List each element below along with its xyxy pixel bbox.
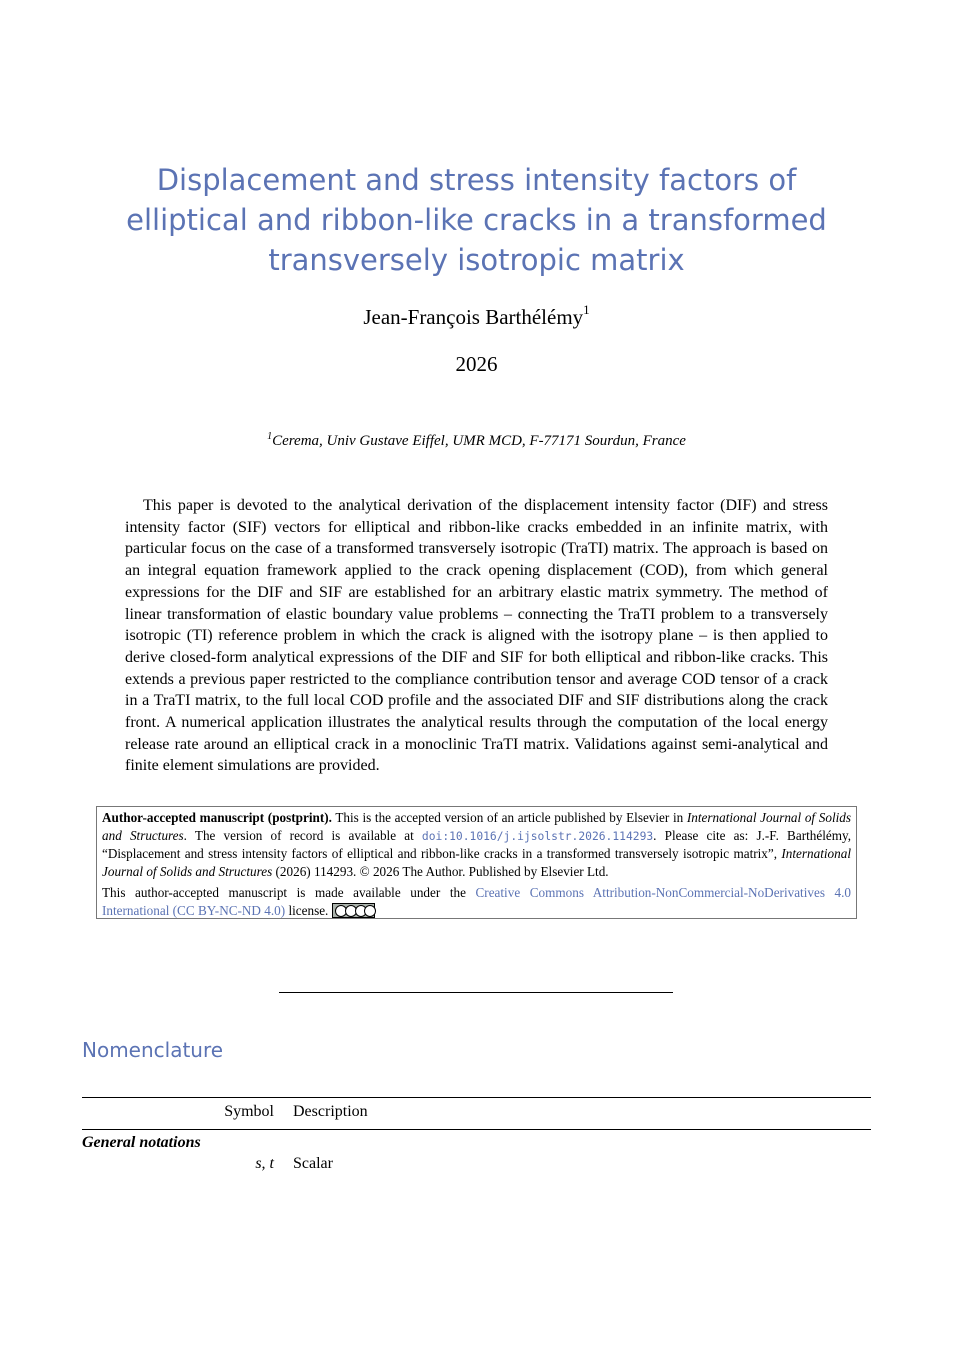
postprint-notice-box [96, 806, 857, 919]
notice-text-4: (2026) 114293. © 2026 The Author. Published by Elsevier Ltd. [272, 863, 609, 879]
notice-lead: Author-accepted manuscript (postprint). [102, 810, 332, 825]
license-text-2: license. [285, 902, 332, 918]
author-name: Jean-François Barthélémy [363, 305, 584, 329]
postprint-notice [102, 809, 851, 880]
notice-journal: International Journal of Solids and Structures [102, 810, 851, 843]
license-text-1: This author-accepted manuscript is made available under the [102, 885, 476, 900]
affiliation-text: Cerema, Univ Gustave Eiffel, UMR MCD, F-77171 Sourdun, France [272, 433, 686, 449]
table-header-rule [82, 1129, 871, 1130]
affiliation [0, 431, 953, 450]
cc-by-nc-nd-badge-icon[interactable] [332, 903, 375, 918]
doi-link[interactable]: doi:10.1016/j.ijsolstr.2026.114293 [421, 829, 654, 843]
author-line [0, 304, 953, 330]
license-link[interactable]: Creative Commons Attribution-NonCommercial-NoDerivatives 4.0 International (CC BY-NC-ND 4.0) [102, 885, 852, 918]
license-notice [102, 884, 851, 919]
column-header-description: Description [293, 1103, 368, 1120]
notice-text-2: . The version of record is available at [183, 827, 422, 843]
table-row-symbol: s, t [255, 1155, 274, 1172]
column-header-symbol: Symbol [224, 1103, 274, 1120]
abstract: This paper is devoted to the analytical derivation of the displacement intensity factor (DIF) and stress intensity factor (SIF) vectors for elliptical and ribbon-like cracks embedded in an infinite matrix, with particular focus on the case of a transformed transversely isotropic (TraTI) matrix. The approach is based on an integral equation framework applied to the crack opening displacement (COD), from which general expressions for the DIF and SIF are established for an arbitrary elastic matrix symmetry. The method of linear transformation of elastic boundary value problems – connecting the TraTI problem to a transversely isotropic (TI) reference problem in which the crack is aligned with the isotropy plane – is then applied to derive closed-form analytical expressions of the DIF and SIF for both elliptical and ribbon-like cracks. This extends a previous paper restricted to the compliance contribution tensor and average COD tensor of a crack in a TraTI matrix, to the full local COD profile and the associated DIF and SIF distributions along the crack front. A numerical application illustrates the analytical results through the computation of the local energy release rate around an elliptical crack in a monoclinic TraTI matrix. Validations against semi-analytical and finite element simulations are provided. [125, 497, 828, 775]
notice-text-3: . Please cite as: J.-F. Barthélémy, “Displacement and stress intensity factors of elliptical and ribbon-like cracks in a transformed transversely isotropic matrix”, [102, 827, 852, 861]
section-divider [279, 992, 673, 993]
nomenclature-heading: Nomenclature [82, 1038, 224, 1062]
publication-year: 2026 [455, 352, 498, 376]
notice-journal-2: International Journal of Solids and Structures [102, 846, 851, 879]
table-row-description: Scalar [293, 1155, 333, 1172]
affiliation-marker: 1 [267, 431, 273, 442]
nomenclature-section-label: General notations [82, 1134, 201, 1151]
table-top-rule [82, 1097, 871, 1098]
paper-title: Displacement and stress intensity factors of elliptical and ribbon-like cracks in a transformed transversely isotropic matrix [126, 163, 827, 277]
notice-text-1: This is the accepted version of an article published by Elsevier in [331, 810, 687, 825]
author-affiliation-marker: 1 [583, 302, 590, 317]
